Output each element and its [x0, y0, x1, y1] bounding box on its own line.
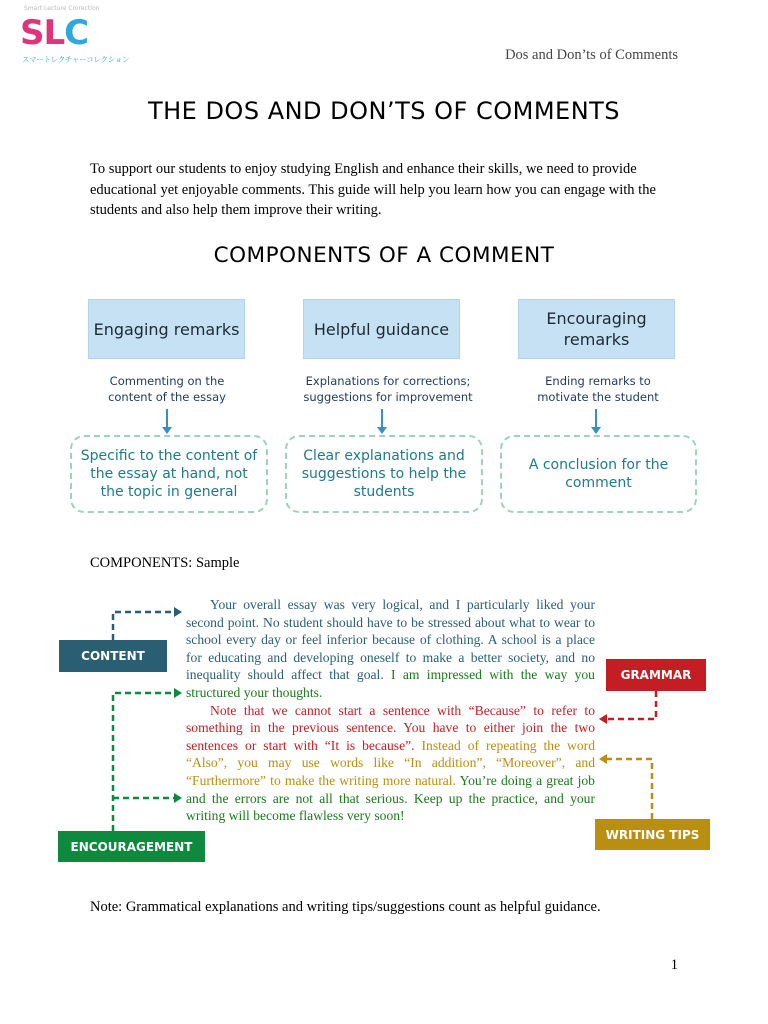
encouragement-connector-1	[113, 693, 176, 831]
component-desc-engaging: Commenting on the content of the essay	[108, 374, 226, 404]
arrow-right-icon	[174, 688, 182, 698]
component-desc-encouraging: Ending remarks to motivate the student	[537, 374, 659, 404]
header-title: Dos and Don’ts of Comments	[505, 47, 678, 63]
sample-comment	[186, 596, 595, 825]
sample-content-text: Your overall essay was very logical, and I particularly liked your second point. No student should have to be stressed about what to wear to school every day or feel inferior because of clothing. A school is a place for educating and developing oneself to make a better society, and no inequality should affect that goal.	[186, 597, 595, 683]
page-title: THE DOS AND DON’TS OF COMMENTS	[147, 97, 621, 125]
sample-encouragement-text-1: I am impressed with the way you structured your thoughts.	[186, 667, 595, 700]
writing-tips-tag: WRITING TIPS	[595, 819, 710, 850]
content-connector	[113, 612, 176, 640]
content-tag: CONTENT	[59, 640, 167, 672]
logo-tagline: Smart Lecture Correction	[24, 5, 100, 12]
intro-paragraph: To support our students to enjoy studying English and enhance their skills, we need to provide educational yet enjoyable comments. This guide will help you learn how you can engage with the students and also help them improve their writing.	[90, 161, 656, 218]
encouragement-tag: ENCOURAGEMENT	[58, 831, 205, 862]
arrow-right-icon	[174, 607, 182, 617]
arrow-left-icon	[599, 714, 607, 724]
sample-encouragement-text-2: You’re doing a great job and the errors are not all that serious. Keep up the practice, and your writing will become flawless very soon!	[186, 772, 595, 824]
sample-grammar-text: Note that we cannot start a sentence with “Because” to refer to something in the previous sentence. You have to either join the two sentences or start with “It is because”.	[186, 702, 595, 753]
grammar-connector	[606, 691, 656, 719]
components-heading: COMPONENTS OF A COMMENT	[213, 243, 555, 268]
component-detail-encouraging: A conclusion for the comment	[500, 435, 697, 513]
component-detail-engaging: Specific to the content of the essay at hand, not the topic in general	[70, 435, 268, 513]
page-number: 1	[670, 957, 678, 973]
arrow-right-icon	[174, 793, 182, 803]
note: Note: Grammatical explanations and writing tips/suggestions count as helpful guidance.	[90, 899, 601, 915]
component-box-guidance: Helpful guidance	[303, 299, 460, 359]
logo-letters-pink: SL	[20, 13, 65, 53]
logo-letters-blue: C	[64, 13, 89, 53]
sample-writing-tips-text: Instead of repeating the word “Also”, you may use words like “In addition”, “Moreover”, and “Furthermore” to make the writing more natural.	[186, 737, 595, 788]
component-desc-guidance: Explanations for corrections; suggestions for improvement	[303, 374, 473, 404]
logo-katakana: スマートレクチャーコレクション	[22, 55, 130, 64]
component-detail-guidance: Clear explanations and suggestions to help the students	[285, 435, 483, 513]
component-box-encouraging: Encouraging remarks	[518, 299, 675, 359]
grammar-tag: GRAMMAR	[606, 659, 706, 691]
writing-tips-connector	[606, 759, 652, 819]
component-box-engaging: Engaging remarks	[88, 299, 245, 359]
arrow-left-icon	[599, 754, 607, 764]
sample-label: COMPONENTS: Sample	[90, 555, 240, 571]
